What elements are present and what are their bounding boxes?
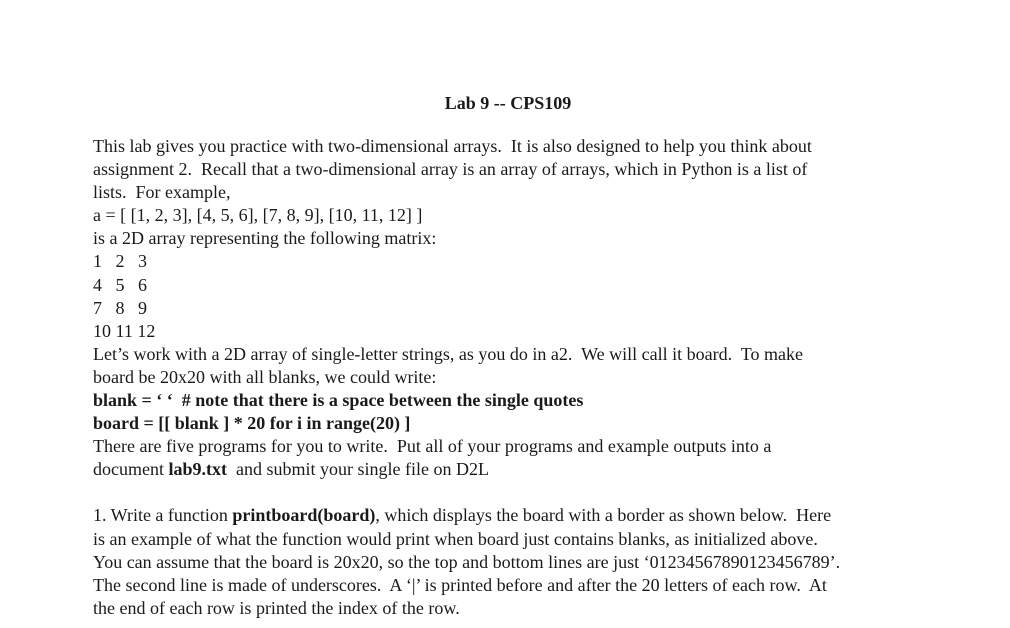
board-intro-line-1: Let’s work with a 2D array of single-letter strings, as you do in a2. We will call it board. To make [93,343,803,364]
matrix-row-1: 1 2 3 [93,251,147,272]
task1-post: , which displays the board with a border as shown below. Here [375,505,832,526]
matrix-intro-text: is a 2D array representing the following matrix: [93,228,437,249]
code-blank-text: blank = ‘ ‘ # note that there is a space between the single quotes [93,390,584,411]
task1-function-name: printboard(board) [232,505,376,526]
instructions-line-1: There are five programs for you to write. Put all of your programs and example outputs into a [93,436,772,457]
board-intro-line-2: board be 20x20 with all blanks, we could write: [93,366,437,387]
instructions-post: and submit your single file on D2L [226,459,489,480]
intro-line-2: assignment 2. Recall that a two-dimensional array is an array of arrays, which in Python is a list of [93,159,808,180]
task1-line-1 [93,504,933,527]
intro-line-1: This lab gives you practice with two-dimensional arrays. It is also designed to help you think about [93,136,812,156]
document-body [93,135,933,620]
task1-line-3: You can assume that the board is 20x20, so the top and bottom lines are just ‘01234567890123456789’. [93,551,841,572]
paragraph-gap [93,481,933,504]
task1-line-2: is an example of what the function would print when board just contains blanks, as initialized above. [93,528,818,549]
code-board-text: board = [[ blank ] * 20 for i in range(20) ] [93,413,411,434]
submission-filename: lab9.txt [168,459,227,480]
task1-pre: 1. Write a function [93,505,233,526]
page-title: Lab 9 -- CPS109 [444,93,572,113]
instructions-pre: document [93,459,169,480]
task1-line-5: the end of each row is printed the index of the row. [93,597,460,618]
code-blank-definition [93,389,933,412]
matrix-row-2: 4 5 6 [93,274,147,295]
intro-line-3: lists. For example, [93,182,231,203]
matrix-row-4: 10 11 12 [93,320,156,341]
code-board-definition [93,412,933,435]
instructions-line-2 [93,458,933,481]
matrix-row-3: 7 8 9 [93,297,147,318]
code-example-array: a = [ [1, 2, 3], [4, 5, 6], [7, 8, 9], [10, 11, 12] ] [93,205,423,226]
task1-line-4: The second line is made of underscores. A ‘|’ is printed before and after the 20 letters of each row. At [93,574,827,595]
